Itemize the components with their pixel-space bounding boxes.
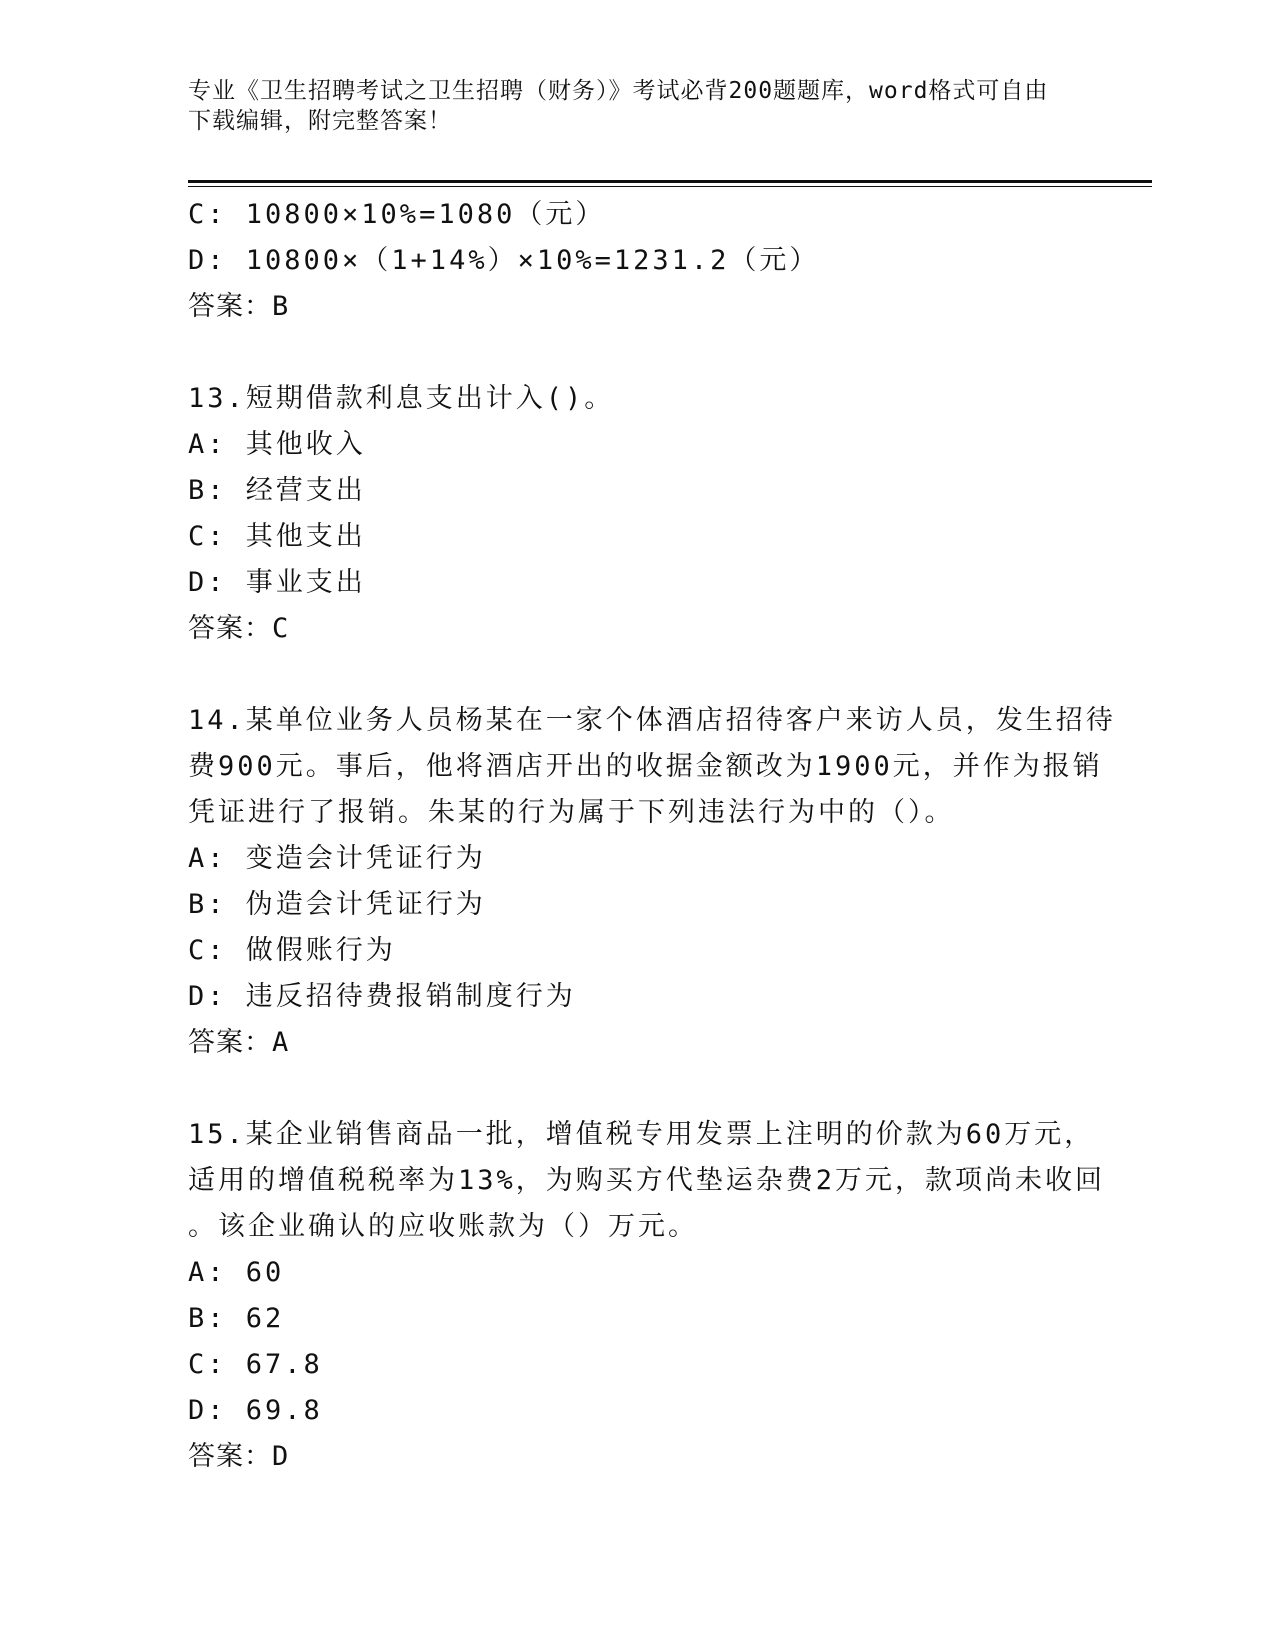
question-stem-line-3: 凭证进行了报销。朱某的行为属于下列违法行为中的（）。 bbox=[188, 797, 955, 828]
question-13 bbox=[188, 376, 1088, 652]
question-stem-line-3: 。该企业确认的应收账款为（）万元。 bbox=[188, 1211, 698, 1242]
question-stem: 13.短期借款利息支出计入()。 bbox=[188, 383, 615, 414]
header-rule-thin bbox=[188, 186, 1152, 187]
question-stem-line-1: 15.某企业销售商品一批，增值税专用发票上注明的价款为60万元， bbox=[188, 1119, 1095, 1150]
option-a: A: 变造会计凭证行为 bbox=[188, 843, 486, 874]
question-stem-line-2: 适用的增值税税率为13%，为购买方代垫运杂费2万元，款项尚未收回 bbox=[188, 1165, 1106, 1196]
option-c: C: 67.8 bbox=[188, 1349, 323, 1380]
option-c: C: 其他支出 bbox=[188, 521, 366, 552]
header-rule-thick bbox=[188, 180, 1152, 183]
option-a: A: 其他收入 bbox=[188, 429, 366, 460]
option-d: D: 违反招待费报销制度行为 bbox=[188, 981, 576, 1012]
option-c: C: 10800×10%=1080（元） bbox=[188, 199, 606, 230]
option-b: B: 经营支出 bbox=[188, 475, 366, 506]
answer-line: 答案：D bbox=[188, 1441, 290, 1472]
question-15 bbox=[188, 1112, 1106, 1480]
option-a: A: 60 bbox=[188, 1257, 285, 1288]
option-c: C: 做假账行为 bbox=[188, 935, 396, 966]
option-d: D: 69.8 bbox=[188, 1395, 323, 1426]
answer-line: 答案：C bbox=[188, 613, 290, 644]
option-d: D: 事业支出 bbox=[188, 567, 366, 598]
question-12-continuation bbox=[188, 192, 1088, 330]
header-title: 专业《卫生招聘考试之卫生招聘（财务）》考试必背200题题库，word格式可自由下载编辑，附完整答案！ bbox=[188, 78, 1049, 134]
option-b: B: 62 bbox=[188, 1303, 285, 1334]
answer-line: 答案：B bbox=[188, 291, 290, 322]
spacer bbox=[188, 652, 1088, 698]
option-b: B: 伪造会计凭证行为 bbox=[188, 889, 486, 920]
spacer bbox=[188, 330, 1088, 376]
question-stem-line-2: 费900元。事后，他将酒店开出的收据金额改为1900元，并作为报销 bbox=[188, 751, 1103, 782]
answer-line: 答案：A bbox=[188, 1027, 290, 1058]
question-14 bbox=[188, 698, 1116, 1066]
document-header bbox=[188, 76, 1068, 136]
document-body bbox=[188, 192, 1116, 1480]
question-stem-line-1: 14.某单位业务人员杨某在一家个体酒店招待客户来访人员，发生招待 bbox=[188, 705, 1116, 736]
spacer bbox=[188, 1066, 1088, 1112]
option-d: D: 10800×（1+14%）×10%=1231.2（元） bbox=[188, 245, 820, 276]
